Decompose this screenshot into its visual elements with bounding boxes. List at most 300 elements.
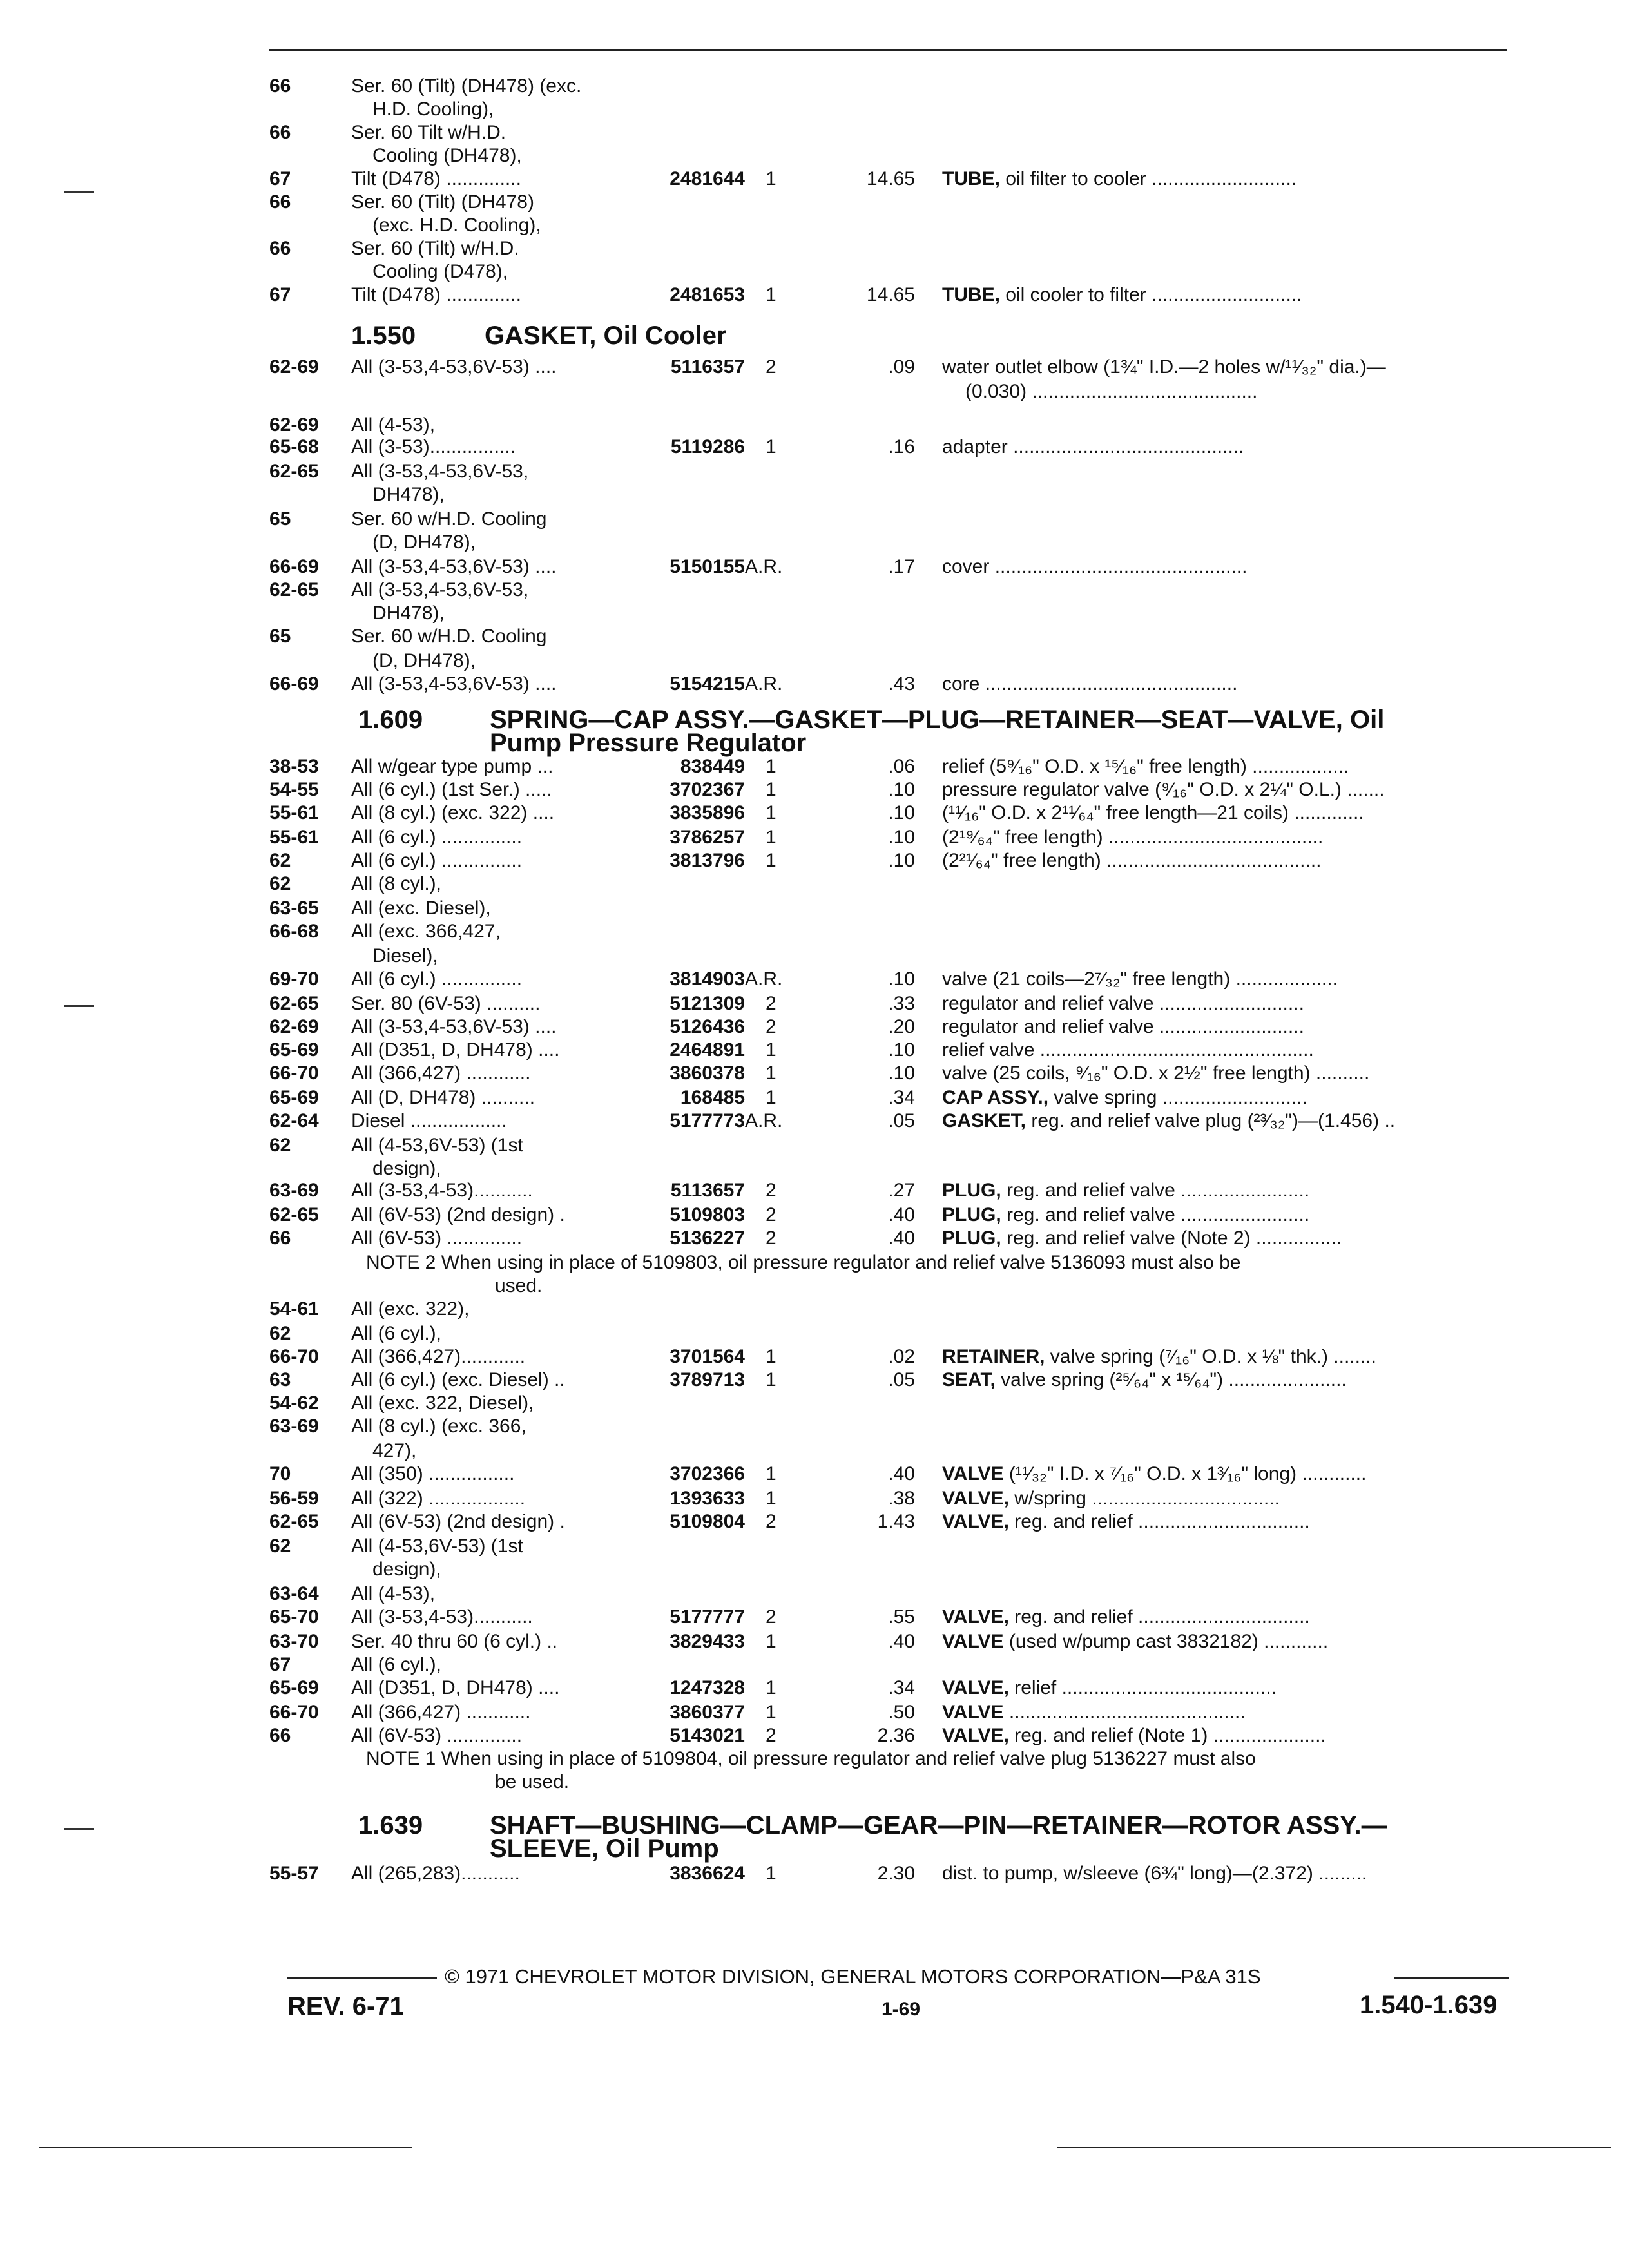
footer-rule-left [287, 1977, 437, 1979]
part-number: 3702366 [670, 1463, 745, 1485]
part-description [942, 1510, 1310, 1533]
list-price: .43 [888, 673, 915, 695]
table-row [0, 508, 1629, 531]
model-application: All (exc. 322, Diesel), [351, 1392, 534, 1414]
part-name: CAP ASSY., [942, 1087, 1049, 1108]
model-application: All (3-53,4-53,6V-53) .... [351, 673, 557, 695]
table-row [0, 1677, 1629, 1700]
part-number: 168485 [680, 1087, 745, 1108]
footnote-continuation: used. [495, 1275, 543, 1296]
model-application: All (exc. 322), [351, 1298, 470, 1320]
model-years: 67 [269, 284, 291, 305]
part-description [942, 1062, 1369, 1085]
table-row [0, 1630, 1629, 1653]
table-row [0, 380, 1629, 403]
part-detail: regulator and relief valve ........................... [942, 993, 1304, 1014]
list-price: .10 [888, 1039, 915, 1061]
model-application: DH478), [372, 602, 445, 624]
model-years: 63 [269, 1369, 291, 1390]
part-description [942, 168, 1296, 191]
model-application: All (3-53,4-53,6V-53) .... [351, 356, 557, 378]
part-description [942, 1039, 1314, 1062]
table-row [0, 1747, 1629, 1771]
table-row [0, 1558, 1629, 1581]
part-number: 5116357 [670, 356, 745, 378]
part-detail: adapter ........................................... [942, 436, 1244, 457]
model-application: All (3-53,4-53)........... [351, 1180, 533, 1201]
footnote-continuation: be used. [495, 1771, 570, 1792]
part-detail: relief ........................................ [1008, 1677, 1277, 1698]
list-price: 2.36 [877, 1725, 915, 1746]
part-description [942, 1487, 1280, 1510]
list-price: .34 [888, 1087, 915, 1108]
model-years: 66 [269, 122, 291, 143]
model-years: 63-70 [269, 1631, 319, 1652]
list-price: .10 [888, 1062, 915, 1084]
model-application: All (6V-53) .............. [351, 1725, 523, 1746]
model-years: 65 [269, 508, 291, 530]
model-application: All (4-53), [351, 414, 436, 436]
part-number: 5126436 [670, 1016, 745, 1037]
model-years: 62 [269, 873, 291, 894]
table-row [0, 260, 1629, 284]
model-application: Diesel .................. [351, 1110, 507, 1131]
table-row [0, 1345, 1629, 1369]
part-number: 3836624 [670, 1863, 745, 1884]
table-row [0, 1204, 1629, 1227]
model-application: Cooling (DH478), [372, 145, 522, 166]
list-price: .10 [888, 827, 915, 848]
table-row [0, 1415, 1629, 1438]
quantity: 1 [766, 802, 776, 823]
part-description [942, 1227, 1342, 1250]
list-price: .16 [888, 436, 915, 457]
model-years: 65-68 [269, 436, 319, 457]
table-row [0, 872, 1629, 896]
table-row [0, 968, 1629, 991]
part-detail: valve (25 coils, ⁹⁄₁₆" O.D. x 2½" free length) .......... [942, 1062, 1370, 1084]
part-detail: reg. and relief valve ........................ [1001, 1204, 1310, 1225]
part-description [942, 1677, 1277, 1700]
model-years: 62-65 [269, 1204, 319, 1225]
model-years: 63-65 [269, 898, 319, 919]
quantity: 1 [766, 1863, 776, 1884]
part-detail: (¹¹⁄₁₆" O.D. x 2¹¹⁄₆₄" free length—21 coils) ............. [942, 802, 1364, 823]
model-application: All (3-53,4-53)........... [351, 1606, 533, 1628]
model-years: 62 [269, 1323, 291, 1344]
list-price: .38 [888, 1488, 915, 1509]
table-row [0, 356, 1629, 379]
model-application: Diesel), [372, 945, 438, 966]
model-application: All (D351, D, DH478) .... [351, 1677, 560, 1698]
model-application: All (3-53,4-53,6V-53) .... [351, 556, 557, 577]
model-application: All (6 cyl.), [351, 1654, 442, 1675]
quantity: 1 [766, 1369, 776, 1390]
part-number: 5136227 [670, 1227, 745, 1249]
table-row [0, 1322, 1629, 1345]
model-years: 62-69 [269, 356, 319, 378]
model-years: 63-64 [269, 1583, 319, 1604]
table-row [0, 992, 1629, 1015]
part-description [942, 1369, 1347, 1392]
list-price: .55 [888, 1606, 915, 1628]
quantity-as-required: A.R. [745, 1110, 783, 1131]
table-row [0, 1298, 1629, 1321]
model-years: 66-69 [269, 673, 319, 695]
part-description [942, 802, 1364, 825]
model-years: 62 [269, 850, 291, 871]
top-rule [269, 49, 1507, 51]
list-price: .10 [888, 802, 915, 823]
table-row [0, 121, 1629, 144]
table-row [0, 1110, 1629, 1133]
part-description [942, 356, 1386, 379]
footnote: NOTE 2 When using in place of 5109803, oil pressure regulator and relief valve 5136093 must also be [366, 1252, 1241, 1273]
model-application: All (3-53,4-53,6V-53, [351, 461, 529, 482]
model-years: 55-61 [269, 827, 319, 848]
part-number: 3860378 [670, 1062, 745, 1084]
model-application: All (6V-53) .............. [351, 1227, 523, 1249]
section-number: 1.550 [351, 322, 416, 350]
quantity: 1 [766, 850, 776, 871]
part-description [942, 992, 1304, 1015]
table-row [0, 531, 1629, 554]
model-application: All (4-53,6V-53) (1st [351, 1535, 523, 1557]
table-row [0, 1724, 1629, 1747]
table-row [0, 1463, 1629, 1486]
model-years: 67 [269, 168, 291, 189]
part-number: 5119286 [670, 436, 745, 457]
table-row [0, 1179, 1629, 1202]
table-row [0, 673, 1629, 696]
table-row [0, 1134, 1629, 1157]
model-years: 62-65 [269, 993, 319, 1014]
part-detail: relief (5⁹⁄₁₆" O.D. x ¹⁵⁄₁₆" free length) .................. [942, 756, 1349, 777]
part-detail: reg. and relief valve plug (²³⁄₃₂")—(1.456) .. [1026, 1110, 1396, 1131]
quantity: 1 [766, 168, 776, 189]
model-application: All (366,427) ............ [351, 1062, 531, 1084]
quantity: 1 [766, 436, 776, 457]
quantity-as-required: A.R. [745, 673, 783, 695]
section-title-line2: Pump Pressure Regulator [490, 729, 807, 757]
model-application: All (322) .................. [351, 1488, 526, 1509]
part-detail: valve (21 coils—2⁷⁄₃₂" free length) ................... [942, 968, 1338, 990]
part-description [942, 1015, 1304, 1039]
part-number: 838449 [680, 756, 745, 777]
table-row [0, 555, 1629, 579]
part-detail: reg. and relief valve (Note 2) ................ [1001, 1227, 1342, 1249]
list-price: .33 [888, 993, 915, 1014]
model-years: 63-69 [269, 1416, 319, 1437]
part-description [942, 1086, 1307, 1110]
table-row [0, 755, 1629, 778]
model-application: All (4-53,6V-53) (1st [351, 1135, 523, 1156]
quantity: 1 [766, 1087, 776, 1108]
part-name: PLUG, [942, 1227, 1001, 1249]
quantity: 1 [766, 1062, 776, 1084]
part-name: VALVE, [942, 1511, 1009, 1532]
section-title-line2: SLEEVE, Oil Pump [490, 1834, 719, 1863]
model-years: 66 [269, 191, 291, 213]
part-name: VALVE [942, 1463, 1004, 1485]
part-detail: regulator and relief valve ........................... [942, 1016, 1304, 1037]
table-row [0, 826, 1629, 849]
bottom-rule-right [1057, 2147, 1611, 2148]
quantity: 1 [766, 1631, 776, 1652]
quantity: 2 [766, 1204, 776, 1225]
model-application: Tilt (D478) .............. [351, 284, 521, 305]
list-price: .17 [888, 556, 915, 577]
footnote: NOTE 1 When using in place of 5109804, oil pressure regulator and relief valve plug 5136227 must also [366, 1748, 1256, 1769]
model-application: All (3-53)................ [351, 436, 516, 457]
list-price: .40 [888, 1227, 915, 1249]
part-detail: core ............................................... [942, 673, 1238, 695]
part-detail: valve spring ........................... [1048, 1087, 1307, 1108]
section-title-line1: SPRING—CAP ASSY.—GASKET—PLUG—RETAINER—SEAT—VALVE, Oil [490, 706, 1385, 734]
model-application: Tilt (D478) .............. [351, 168, 521, 189]
model-application: (exc. H.D. Cooling), [372, 215, 541, 236]
part-number: 3860377 [670, 1702, 745, 1723]
list-price: .10 [888, 850, 915, 871]
table-row [0, 98, 1629, 121]
part-number: 3786257 [670, 827, 745, 848]
part-number: 5177773 [670, 1110, 745, 1131]
quantity: 2 [766, 356, 776, 378]
part-detail: (0.030) .......................................... [965, 381, 1258, 402]
part-detail: ............................................ [1003, 1702, 1246, 1723]
list-price: .06 [888, 756, 915, 777]
part-detail: w/spring ................................... [1008, 1488, 1280, 1509]
quantity: 1 [766, 756, 776, 777]
part-description [942, 1862, 1367, 1885]
table-row [0, 625, 1629, 648]
model-application: All (D, DH478) .......... [351, 1087, 535, 1108]
model-application: All w/gear type pump ... [351, 756, 554, 777]
table-row [0, 778, 1629, 802]
model-application: design), [372, 1559, 441, 1580]
model-application: Ser. 60 (Tilt) (DH478) (exc. [351, 75, 582, 97]
model-years: 66-69 [269, 556, 319, 577]
bottom-rule-left [39, 2147, 412, 2148]
list-price: 14.65 [866, 284, 915, 305]
model-years: 62 [269, 1135, 291, 1156]
footer-copyright: © 1971 CHEVROLET MOTOR DIVISION, GENERAL MOTORS CORPORATION—P&A 31S [445, 1965, 1261, 1988]
table-row [0, 1439, 1629, 1463]
table-row [0, 649, 1629, 673]
list-price: .40 [888, 1463, 915, 1485]
part-description [942, 849, 1322, 872]
model-years: 54-55 [269, 779, 319, 800]
quantity: 2 [766, 1725, 776, 1746]
part-description [942, 1179, 1309, 1202]
model-application: All (3-53,4-53,6V-53) .... [351, 1016, 557, 1037]
model-years: 38-53 [269, 756, 319, 777]
part-name: VALVE [942, 1631, 1004, 1652]
table-row [0, 1392, 1629, 1415]
quantity: 1 [766, 1039, 776, 1061]
quantity: 2 [766, 1180, 776, 1201]
model-years: 66 [269, 1725, 291, 1746]
part-description [942, 673, 1237, 696]
part-detail: dist. to pump, w/sleeve (6¾" long)—(2.372) ......... [942, 1863, 1367, 1884]
part-number: 3835896 [670, 802, 745, 823]
table-row [0, 1039, 1629, 1062]
model-years: 65-69 [269, 1677, 319, 1698]
part-name: VALVE, [942, 1606, 1009, 1628]
model-application: All (6 cyl.), [351, 1323, 442, 1344]
part-detail: (2¹⁹⁄₆₄" free length) ........................................ [942, 827, 1324, 848]
model-years: 65-70 [269, 1606, 319, 1628]
model-application: All (6 cyl.) ............... [351, 827, 523, 848]
part-number: 5154215 [670, 673, 745, 695]
table-row [0, 75, 1629, 98]
section-title-line1: SHAFT—BUSHING—CLAMP—GEAR—PIN—RETAINER—ROTOR ASSY.— [490, 1811, 1387, 1840]
model-years: 65 [269, 626, 291, 647]
quantity: 1 [766, 1702, 776, 1723]
part-description [942, 284, 1302, 307]
table-row [0, 284, 1629, 307]
list-price: .50 [888, 1702, 915, 1723]
list-price: .40 [888, 1631, 915, 1652]
list-price: 2.30 [877, 1863, 915, 1884]
table-row [0, 1062, 1629, 1085]
table-row [0, 191, 1629, 214]
part-detail: reg. and relief (Note 1) ..................... [1008, 1725, 1326, 1746]
part-number: 2464891 [670, 1039, 745, 1061]
part-number: 3789713 [670, 1369, 745, 1390]
footer-rule-right [1394, 1977, 1509, 1979]
part-name: GASKET, [942, 1110, 1027, 1131]
part-number: 3814903 [670, 968, 745, 990]
model-years: 54-62 [269, 1392, 319, 1414]
list-price: .27 [888, 1180, 915, 1201]
footer-section-range: 1.540-1.639 [1360, 1991, 1498, 2019]
part-number: 1247328 [670, 1677, 745, 1698]
part-description [942, 1204, 1309, 1227]
model-years: 56-59 [269, 1488, 319, 1509]
model-years: 70 [269, 1463, 291, 1485]
list-price: .34 [888, 1677, 915, 1698]
quantity: 1 [766, 1677, 776, 1698]
model-application: All (6 cyl.) ............... [351, 850, 523, 871]
table-row [0, 1653, 1629, 1677]
part-description [942, 1724, 1326, 1747]
model-years: 69-70 [269, 968, 319, 990]
part-name: VALVE [942, 1702, 1004, 1723]
model-application: All (exc. 366,427, [351, 921, 501, 942]
part-detail: (2²¹⁄₆₄" free length) ........................................ [942, 850, 1322, 871]
table-row [0, 1274, 1629, 1298]
table-row [0, 1015, 1629, 1039]
list-price: .10 [888, 968, 915, 990]
table-row [0, 414, 1629, 437]
part-detail: oil filter to cooler ........................... [1000, 168, 1297, 189]
part-number: 5113657 [670, 1180, 745, 1201]
part-name: VALVE, [942, 1488, 1009, 1509]
model-application: (D, DH478), [372, 650, 476, 671]
model-years: 66 [269, 238, 291, 259]
part-detail: valve spring (²⁵⁄₆₄" x ¹⁵⁄₆₄") ...................... [995, 1369, 1347, 1390]
model-application: All (exc. Diesel), [351, 898, 491, 919]
quantity-as-required: A.R. [745, 968, 783, 990]
model-years: 62-64 [269, 1110, 319, 1131]
part-description [942, 968, 1338, 991]
model-application: H.D. Cooling), [372, 99, 494, 120]
model-application: All (8 cyl.) (exc. 366, [351, 1416, 526, 1437]
model-application: All (8 cyl.), [351, 873, 442, 894]
list-price: .10 [888, 779, 915, 800]
part-number: 3813796 [670, 850, 745, 871]
model-application: All (350) ................ [351, 1463, 515, 1485]
list-price: .20 [888, 1016, 915, 1037]
list-price: 1.43 [877, 1511, 915, 1532]
table-row [0, 1086, 1629, 1110]
section-title: GASKET, Oil Cooler [485, 322, 727, 350]
table-row [0, 945, 1629, 968]
part-detail: valve spring (⁷⁄₁₆" O.D. x ⅛" thk.) ........ [1045, 1346, 1376, 1367]
quantity: 1 [766, 1346, 776, 1367]
model-years: 66 [269, 75, 291, 97]
part-description [942, 555, 1247, 579]
model-application: (D, DH478), [372, 532, 476, 553]
table-row [0, 1535, 1629, 1558]
part-number: 5143021 [670, 1725, 745, 1746]
list-price: .40 [888, 1204, 915, 1225]
model-years: 62 [269, 1535, 291, 1557]
model-application: Ser. 60 (Tilt) (DH478) [351, 191, 534, 213]
part-detail: water outlet elbow (1¾" I.D.—2 holes w/¹¹⁄₃₂" dia.)— [942, 356, 1386, 378]
list-price: .05 [888, 1110, 915, 1131]
part-description [942, 778, 1385, 802]
quantity: 2 [766, 1606, 776, 1628]
part-description [942, 755, 1349, 778]
quantity: 1 [766, 779, 776, 800]
model-application: DH478), [372, 484, 445, 505]
part-detail: reg. and relief ................................ [1008, 1511, 1310, 1532]
model-years: 62-69 [269, 1016, 319, 1037]
part-name: VALVE, [942, 1677, 1009, 1698]
model-years: 63-69 [269, 1180, 319, 1201]
quantity: 2 [766, 1227, 776, 1249]
table-row [0, 579, 1629, 602]
part-name: TUBE, [942, 284, 1000, 305]
model-application: All (8 cyl.) (exc. 322) .... [351, 802, 555, 823]
model-years: 55-61 [269, 802, 319, 823]
part-detail: relief valve ................................................... [942, 1039, 1314, 1061]
footer-revision: REV. 6-71 [287, 1992, 404, 2021]
table-row [0, 436, 1629, 459]
quantity: 1 [766, 827, 776, 848]
quantity: 1 [766, 284, 776, 305]
part-number: 5150155 [670, 556, 745, 577]
model-years: 62-65 [269, 461, 319, 482]
quantity: 2 [766, 1016, 776, 1037]
part-name: SEAT, [942, 1369, 996, 1390]
model-years: 66-70 [269, 1346, 319, 1367]
part-detail: (used w/pump cast 3832182) ............ [1003, 1631, 1329, 1652]
table-row [0, 168, 1629, 191]
model-application: 427), [372, 1440, 417, 1461]
model-application: Ser. 40 thru 60 (6 cyl.) .. [351, 1631, 558, 1652]
model-application: All (3-53,4-53,6V-53, [351, 579, 529, 601]
table-row [0, 802, 1629, 825]
list-price: .05 [888, 1369, 915, 1390]
part-description [965, 380, 1257, 403]
quantity: 2 [766, 993, 776, 1014]
part-detail: oil cooler to filter ............................ [1000, 284, 1302, 305]
model-application: All (6V-53) (2nd design) . [351, 1511, 565, 1532]
table-row [0, 1157, 1629, 1180]
